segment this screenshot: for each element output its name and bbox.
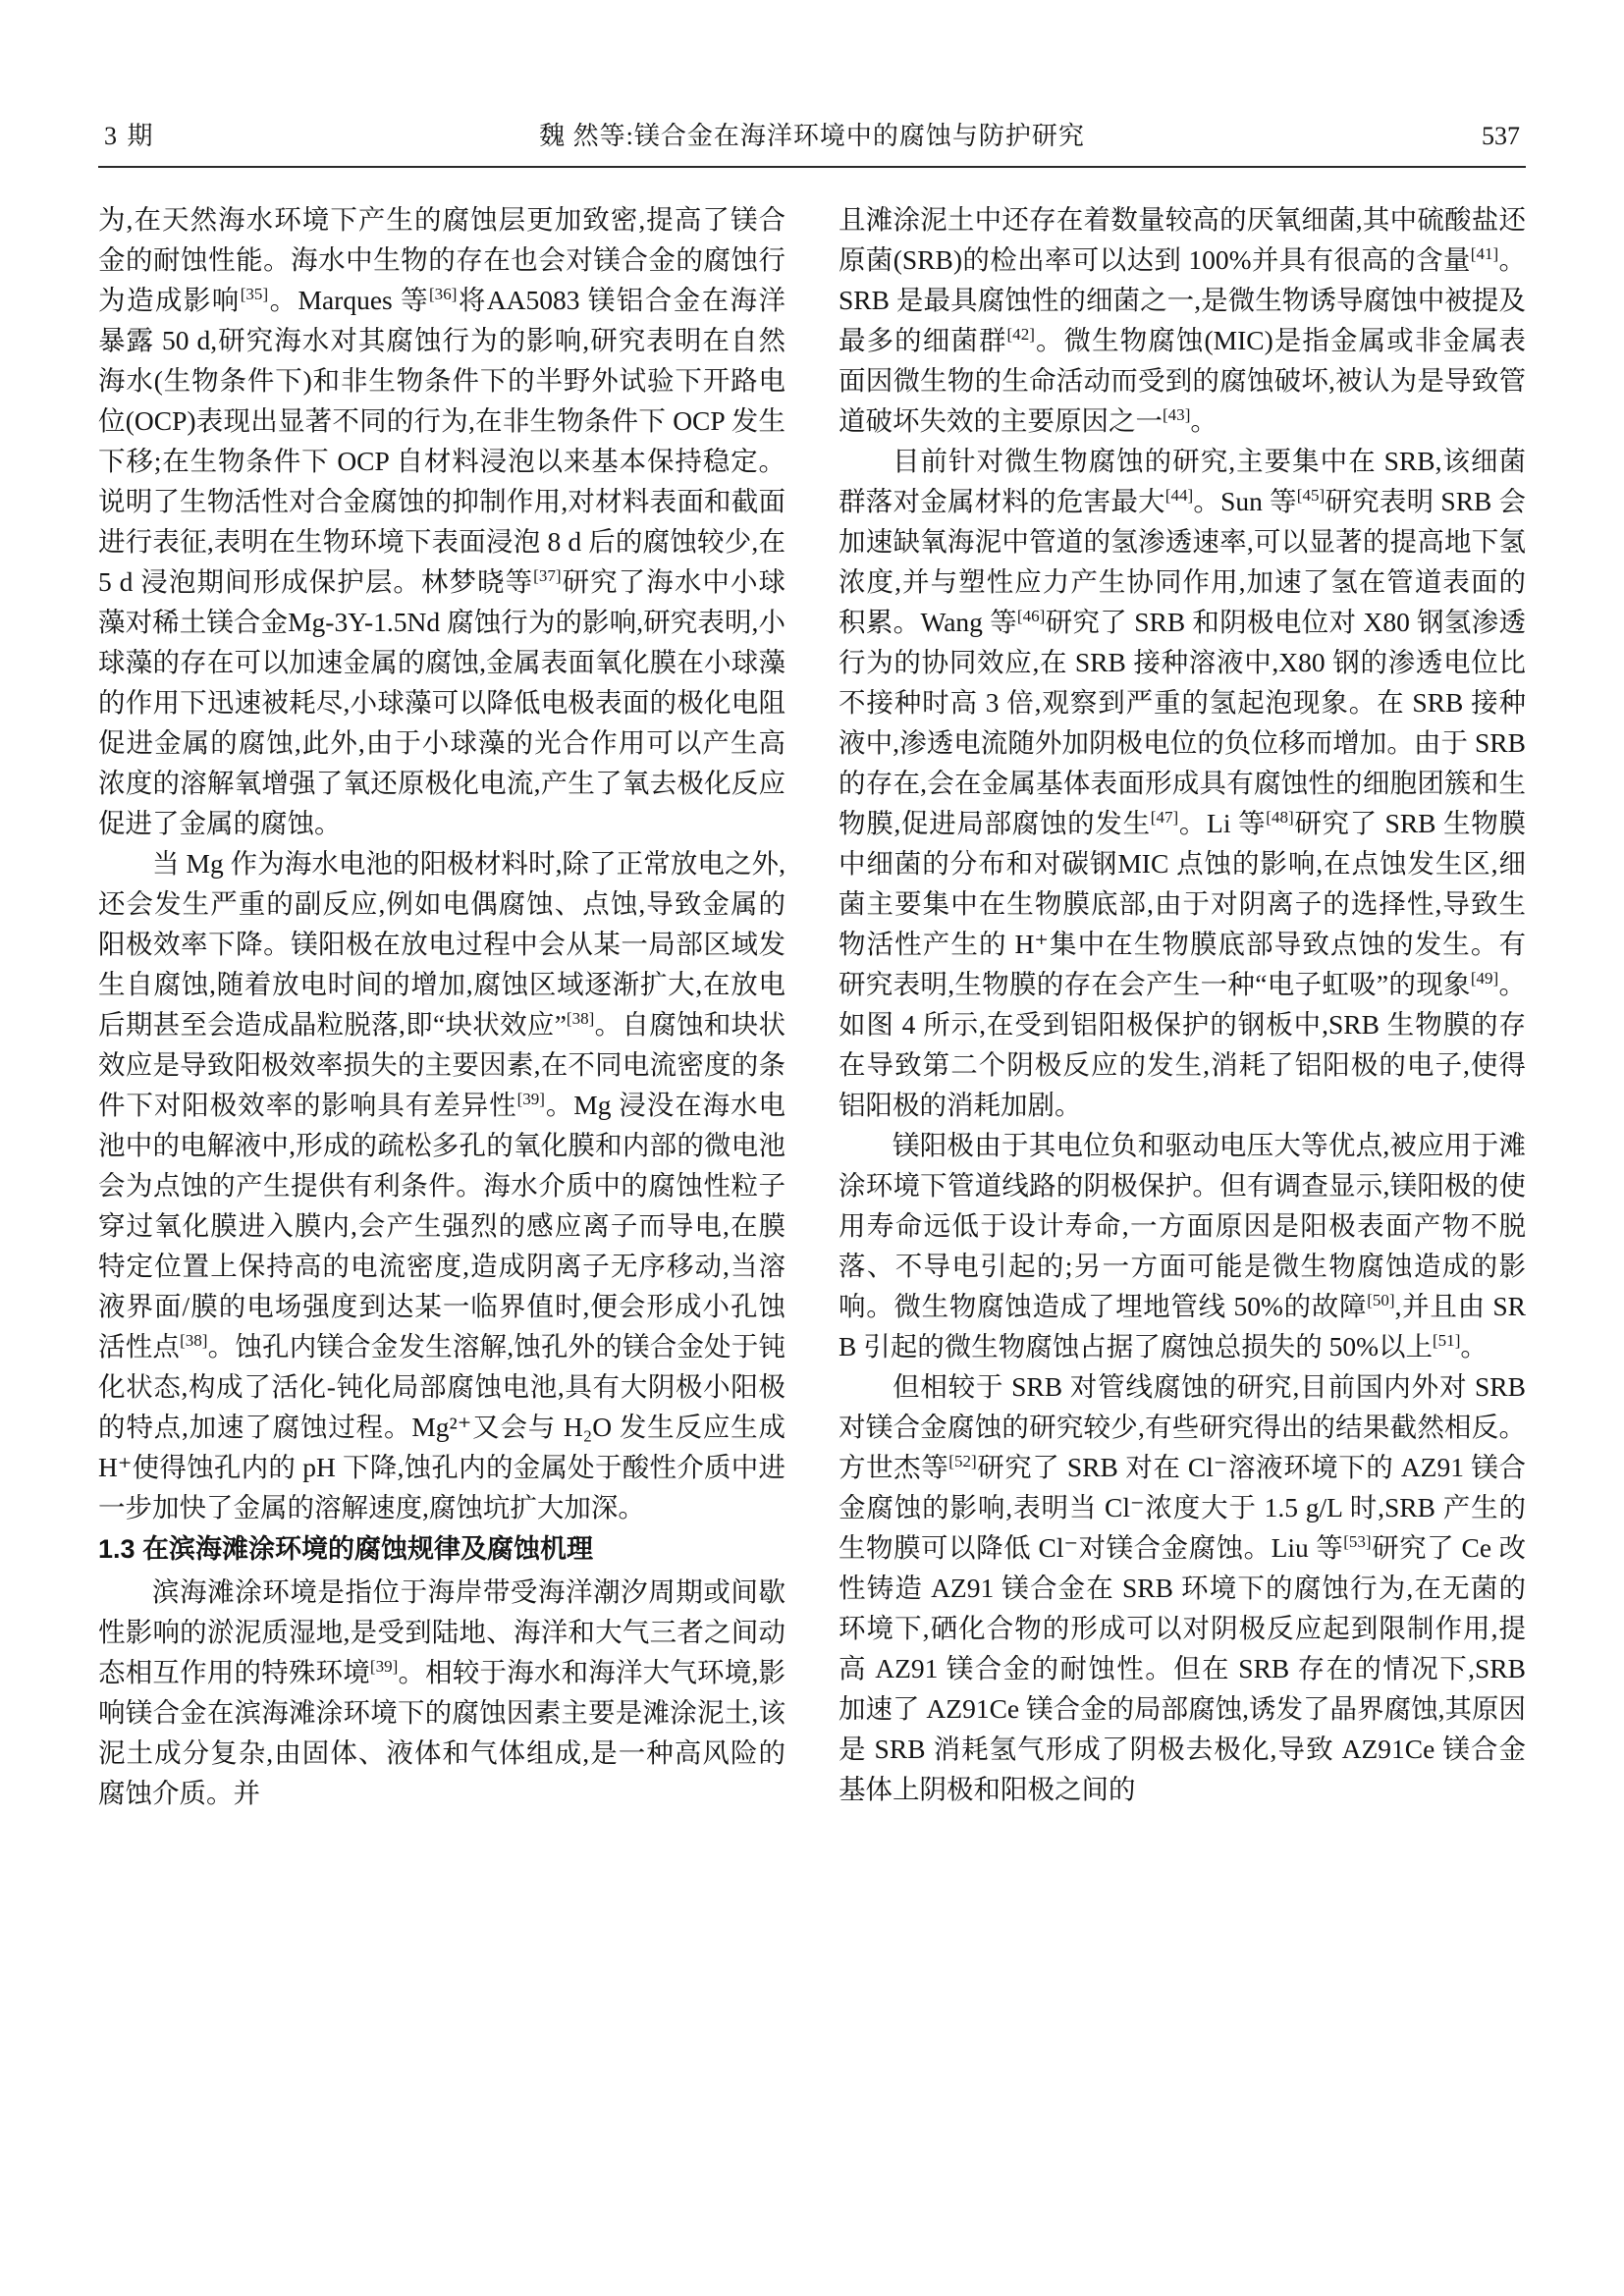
citation-ref: [39] (516, 1089, 545, 1108)
left-column (98, 199, 785, 1813)
citation-ref: [41] (1470, 243, 1499, 263)
issue-number: 3 期 (104, 122, 155, 150)
two-column-body (98, 199, 1526, 1813)
page-header (98, 116, 1526, 168)
paragraph: 目前针对微生物腐蚀的研究,主要集中在 SRB,该细菌群落对金属材料的危害最大[44]。Sun 等[45]研究表明 SRB 会加速缺氧海泥中管道的氢渗透速率,可以显著的提高地下氢浓度,并与塑性应力产生协同作用,加速了氢在管道表面的积累。Wang 等[46]研究了 SRB 和阴极电位对 X80 钢氢渗透行为的协同效应,在 SRB 接种溶液中,X80 钢的渗透电位比不接种时高 3 倍,观察到严重的氢起泡现象。在 SRB 接种液中,渗透电流随外加阴极电位的负位移而增加。由于 SRB 的存在,会在金属基体表面形成具有腐蚀性的细胞团簇和生物膜,促进局部腐蚀的发生[47]。Li 等[48]研究了 SRB 生物膜中细菌的分布和对碳钢MIC 点蚀的影响,在点蚀发生区,细菌主要集中在生物膜底部,由于对阴离子的选择性,导致生物活性产生的 H⁺集中在生物膜底部导致点蚀的发生。有研究表明,生物膜的存在会产生一种“电子虹吸”的现象[49]。如图 4 所示,在受到铝阳极保护的钢板中,SRB 生物膜的存在导致第二个阴极反应的发生,消耗了铝阳极的电子,使得铝阳极的消耗加剧。 (839, 446, 1527, 1120)
right-column (839, 199, 1526, 1813)
citation-ref: [43] (1163, 404, 1191, 424)
citation-ref: [48] (1266, 807, 1294, 827)
citation-ref: [46] (1016, 606, 1046, 625)
citation-ref: [38] (180, 1330, 208, 1350)
paragraph: 滨海滩涂环境是指位于海岸带受海洋潮汐周期或间歇性影响的淤泥质湿地,是受到陆地、海洋和大气三者之间动态相互作用的特殊环境[39]。相较于海水和海洋大气环境,影响镁合金在滨海滩涂环境下的腐蚀因素主要是滩涂泥土,该泥土成分复杂,由固体、液体和气体组成,是一种高风险的腐蚀介质。并 (98, 1576, 786, 1808)
running-title: 魏 然等:镁合金在海洋环境中的腐蚀与防护研究 (539, 122, 1085, 150)
citation-ref: [51] (1433, 1330, 1461, 1350)
citation-ref: [53] (1343, 1531, 1372, 1551)
paragraph: 但相较于 SRB 对管线腐蚀的研究,目前国内外对 SRB 对镁合金腐蚀的研究较少,有些研究得出的结果截然相反。方世杰等[52]研究了 SRB 对在 Cl⁻溶液环境下的 AZ91 镁合金腐蚀的影响,表明当 Cl⁻浓度大于 1.5 g/L 时,SRB 产生的生物膜可以降低 Cl⁻对镁合金腐蚀。Liu 等[53]研究了 Ce 改性铸造 AZ91 镁合金在 SRB 环境下的腐蚀行为,在无菌的环境下,硒化合物的形成可以对阴极反应起到限制作用,提高 AZ91 镁合金的耐蚀性。但在 SRB 存在的情况下,SRB 加速了 AZ91Ce 镁合金的局部腐蚀,诱发了晶界腐蚀,其原因是 SRB 消耗氢气形成了阴极去极化,导致 AZ91Ce 镁合金基体上阴极和阳极之间的 (839, 1371, 1526, 1804)
paragraph: 当 Mg 作为海水电池的阳极材料时,除了正常放电之外,还会发生严重的副反应,例如电偶腐蚀、点蚀,导致金属的阳极效率下降。镁阳极在放电过程中会从某一局部区域发生自腐蚀,随着放电时间的增加,腐蚀区域逐渐扩大,在放电后期甚至会造成晶粒脱落,即“块状效应”[38]。自腐蚀和块状效应是导致阳极效率损失的主要因素,在不同电流密度的条件下对阳极效率的影响具有差异性[39]。Mg 浸没在海水电池中的电解液中,形成的疏松多孔的氧化膜和内部的微电池会为点蚀的产生提供有利条件。海水介质中的腐蚀性粒子穿过氧化膜进入膜内,会产生强烈的感应离子而导电,在膜特定位置上保持高的电流密度,造成阴离子无序移动,当溶液界面/膜的电场强度到达某一临界值时,便会形成小孔蚀活性点[38]。蚀孔内镁合金发生溶解,蚀孔外的镁合金处于钝化状态,构成了活化-钝化局部腐蚀电池,具有大阴极小阳极的特点,加速了腐蚀过程。Mg²⁺又会与 H₂O 发生反应生成 H⁺使得蚀孔内的 pH 下降,蚀孔内的金属处于酸性介质中进一步加快了金属的溶解速度,腐蚀坑扩大加深。 (98, 848, 786, 1522)
citation-ref: [47] (1150, 807, 1179, 827)
citation-ref: [50] (1367, 1290, 1395, 1309)
citation-ref: [37] (533, 565, 562, 585)
paragraph: 为,在天然海水环境下产生的腐蚀层更加致密,提高了镁合金的耐蚀性能。海水中生物的存在也会对镁合金的腐蚀行为造成影响[35]。Marques 等[36]将AA5083 镁铝合金在海洋暴露 50 d,研究海水对其腐蚀行为的影响,研究表明在自然海水(生物条件下)和非生物条件下的半野外试验下开路电位(OCP)表现出显著不同的行为,在非生物条件下 OCP 发生下移;在生物条件下 OCP 自材料浸泡以来基本保持稳定。说明了生物活性对合金腐蚀的抑制作用,对材料表面和截面进行表征,表明在生物环境下表面浸泡 8 d 后的腐蚀较少,在 5 d 浸泡期间形成保护层。林梦晓等[37]研究了海水中小球藻对稀土镁合金Mg-3Y-1.5Nd 腐蚀行为的影响,研究表明,小球藻的存在可以加速金属的腐蚀,金属表面氧化膜在小球藻的作用下迅速被耗尽,小球藻可以降低电极表面的极化电阻促进金属的腐蚀,此外,由于小球藻的光合作用可以产生高浓度的溶解氧增强了氧还原极化电流,产生了氧去极化反应促进了金属的腐蚀。 (98, 204, 786, 838)
citation-ref: [38] (566, 1008, 595, 1028)
citation-ref: [49] (1470, 968, 1499, 988)
paragraph: 且滩涂泥土中还存在着数量较高的厌氧细菌,其中硫酸盐还原菌(SRB)的检出率可以达到 100%并具有很高的含量[41]。SRB 是最具腐蚀性的细菌之一,是微生物诱导腐蚀中被提及最多的细菌群[42]。微生物腐蚀(MIC)是指金属或非金属表面因微生物的生命活动而受到的腐蚀破坏,被认为是导致管道破坏失效的主要原因之一[43]。 (839, 204, 1527, 436)
citation-ref: [45] (1296, 485, 1326, 505)
citation-ref: [44] (1164, 485, 1194, 505)
paragraph: 镁阳极由于其电位负和驱动电压大等优点,被应用于滩涂环境下管道线路的阴极保护。但有调查显示,镁阳极的使用寿命远低于设计寿命,一方面原因是阳极表面产物不脱落、不导电引起的;另一方面可能是微生物腐蚀造成的影响。微生物腐蚀造成了埋地管线 50%的故障[50],并且由 SRB 引起的微生物腐蚀占据了腐蚀总损失的 50%以上[51]。 (839, 1130, 1526, 1362)
section-heading: 1.3 在滨海滩涂环境的腐蚀规律及腐蚀机理 (98, 1534, 594, 1564)
citation-ref: [35] (240, 284, 269, 303)
citation-ref: [39] (369, 1656, 399, 1676)
page-number: 537 (1482, 122, 1520, 150)
citation-ref: [52] (948, 1451, 977, 1470)
citation-ref: [42] (1006, 324, 1035, 344)
citation-ref: [36] (429, 284, 458, 303)
